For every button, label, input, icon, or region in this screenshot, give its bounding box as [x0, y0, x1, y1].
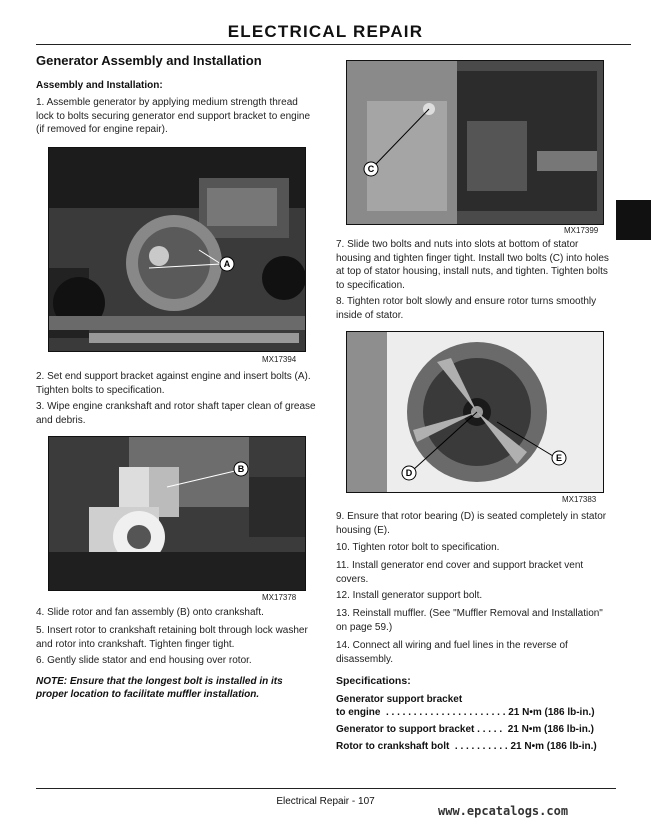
figure-caption-mx17394: MX17394: [262, 355, 297, 364]
figure-stator-housing-bolts: [346, 60, 604, 225]
callout-a: A: [223, 259, 231, 269]
section-title: Generator Assembly and Installation: [36, 53, 262, 68]
callout-d: D: [405, 468, 413, 478]
spec-line-2: to engine . . . . . . . . . . . . . . . . . . . . . . 21 N•m (186 lb-in.): [336, 707, 595, 718]
step-8: 8. Tighten rotor bolt slowly and ensure rotor turns smoothly inside of stator.: [336, 296, 597, 321]
subheading: Assembly and Installation:: [36, 80, 163, 91]
step-9: 9. Ensure that rotor bearing (D) is seated completely in stator housing (E).: [336, 511, 607, 536]
specifications-heading: Specifications:: [336, 675, 411, 687]
figure-generator-engine: [48, 147, 306, 352]
header-divider: [36, 44, 631, 45]
step-3: 3. Wipe engine crankshaft and rotor shaft taper clean of grease and debris.: [36, 401, 316, 426]
step-12: 12. Install generator support bolt.: [336, 590, 483, 601]
step-7: 7. Slide two bolts and nuts into slots at bottom of stator housing and tighten finger tight. Install two bolts (C) into holes at top of stator housing, install nuts, and tighten. Tighten bolts to specification.: [336, 239, 609, 291]
footer-page-number: Electrical Repair - 107: [276, 796, 375, 807]
spec-line-1: Generator support bracket: [336, 694, 463, 705]
figure-caption-mx17378: MX17378: [262, 593, 297, 602]
step-4: 4. Slide rotor and fan assembly (B) onto crankshaft.: [36, 607, 264, 618]
callout-c: C: [367, 164, 375, 174]
spec-line-3: Generator to support bracket . . . . . 21 N•m (186 lb-in.): [336, 724, 594, 735]
step-1: 1. Assemble generator by applying medium strength thread lock to bolts securing generator end support bracket to engine (if removed for engine repair).: [36, 97, 311, 135]
step-13: 13. Reinstall muffler. (See "Muffler Removal and Installation" on page 59.): [336, 608, 603, 633]
footer-divider: [36, 788, 616, 789]
spec-line-4: Rotor to crankshaft bolt . . . . . . . . . . 21 N•m (186 lb-in.): [336, 741, 597, 752]
step-5: 5. Insert rotor to crankshaft retaining bolt through lock washer and rotor into crankshaft. Tighten finger tight.: [36, 625, 308, 650]
callout-e: E: [555, 453, 563, 463]
step-11: 11. Install generator end cover and support bracket vent covers.: [336, 560, 584, 585]
page-header-title: ELECTRICAL REPAIR: [227, 22, 424, 41]
note-longest-bolt: NOTE: Ensure that the longest bolt is installed in its proper location to facilitate muffler installation.: [36, 676, 283, 700]
step-10: 10. Tighten rotor bolt to specification.: [336, 542, 500, 553]
section-tab-marker: [616, 200, 651, 240]
step-2: 2. Set end support bracket against engine and insert bolts (A). Tighten bolts to specification.: [36, 371, 311, 396]
figure-caption-mx17383: MX17383: [562, 495, 597, 504]
figure-rotor-fan-assembly: [48, 436, 306, 591]
footer-watermark-url: www.epcatalogs.com: [438, 804, 569, 818]
figure-caption-mx17399: MX17399: [564, 226, 599, 235]
step-6: 6. Gently slide stator and end housing over rotor.: [36, 655, 252, 666]
step-14: 14. Connect all wiring and fuel lines in the reverse of disassembly.: [336, 640, 568, 665]
callout-b: B: [237, 464, 245, 474]
figure-rotor-bearing-stator: [346, 331, 604, 493]
